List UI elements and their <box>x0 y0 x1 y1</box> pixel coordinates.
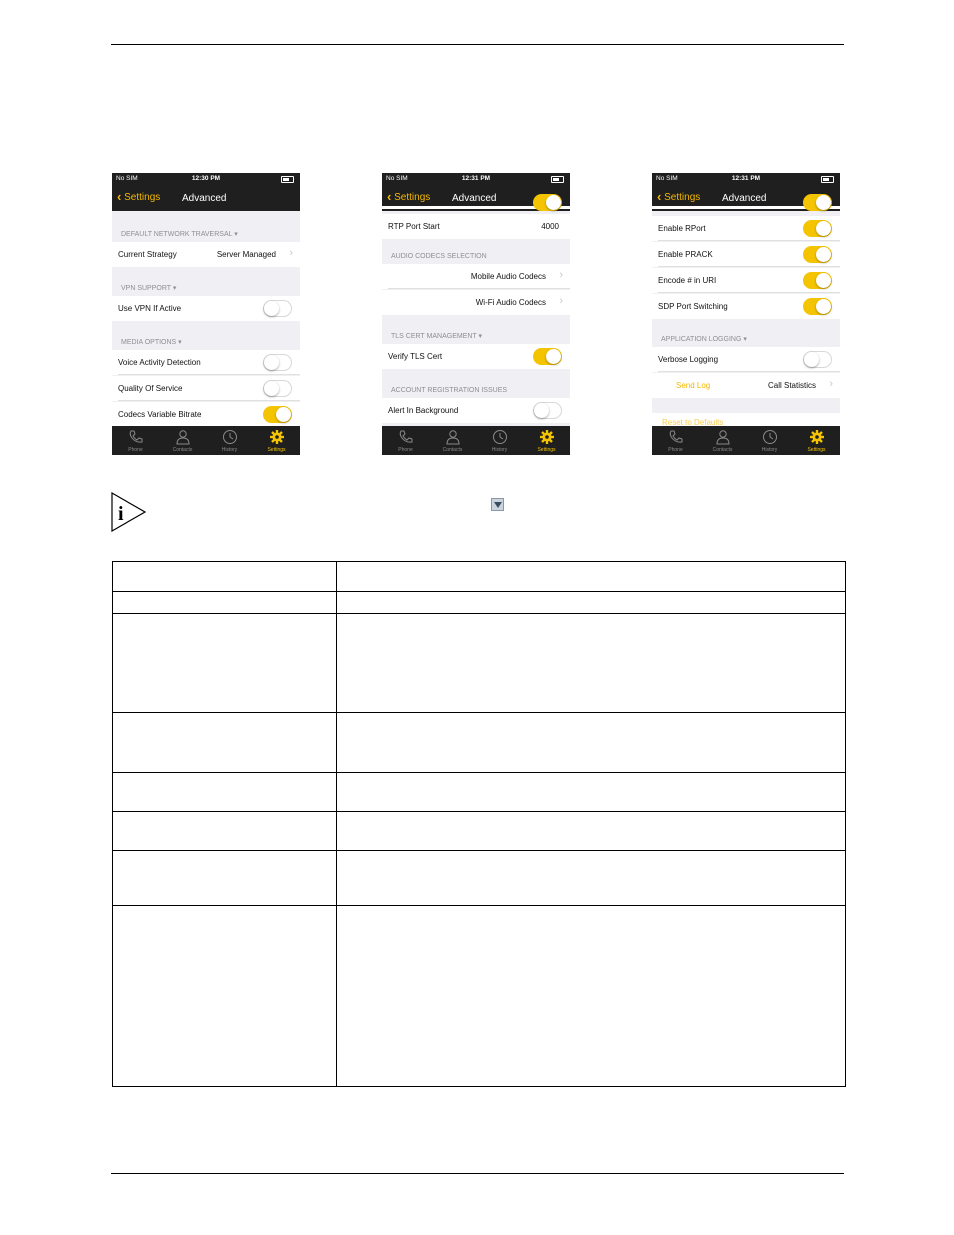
carrier-label: No SIM <box>386 175 408 182</box>
nav-title: Advanced <box>182 193 227 204</box>
table-row <box>113 773 846 812</box>
row-value: Call Statistics <box>767 381 816 390</box>
gear-icon <box>809 429 825 445</box>
list-item-alert-background <box>382 398 570 423</box>
chevron-right-icon: › <box>289 247 293 259</box>
chevron-left-icon: ‹ <box>657 189 662 204</box>
toggle-switch[interactable] <box>533 194 562 211</box>
status-bar <box>382 173 570 185</box>
chevron-right-icon: › <box>559 269 563 281</box>
toggle-switch[interactable] <box>263 380 292 397</box>
list-item-wifi-codecs[interactable] <box>382 290 570 315</box>
battery-icon <box>551 176 564 183</box>
settings-list <box>652 211 840 426</box>
row-label: SDP Port Switching <box>658 302 728 311</box>
clock-icon <box>492 429 508 445</box>
table-row <box>113 713 846 773</box>
tab-contacts[interactable] <box>429 426 476 455</box>
reset-defaults-link[interactable]: Reset to Defaults <box>662 418 724 426</box>
toggle-switch[interactable] <box>803 351 832 368</box>
header-rule <box>111 44 844 45</box>
tab-phone[interactable] <box>652 426 699 455</box>
tab-label: Contacts <box>442 447 463 453</box>
tab-label: Settings <box>267 447 286 453</box>
phone-icon <box>668 429 684 445</box>
carrier-label: No SIM <box>116 175 138 182</box>
row-label: Quality Of Service <box>118 384 183 393</box>
triangle-down-icon <box>491 498 504 511</box>
clock: 12:30 PM <box>191 175 221 182</box>
section-header: APPLICATION LOGGING ▾ <box>661 336 747 343</box>
person-icon <box>715 429 731 445</box>
row-label: Enable RPort <box>658 224 706 233</box>
table-row <box>113 906 846 1087</box>
settings-table <box>112 561 846 1087</box>
tab-history[interactable] <box>476 426 523 455</box>
phone-icon <box>128 429 144 445</box>
settings-list <box>382 211 570 426</box>
row-label: Voice Activity Detection <box>118 358 201 367</box>
list-item-sdp-switching <box>652 294 840 319</box>
list-item-quality-of-service <box>112 376 300 401</box>
list-item-rtp-port <box>382 214 570 239</box>
back-button[interactable] <box>387 191 430 203</box>
scrolled-row-edge <box>382 206 570 209</box>
list-item-use-vpn <box>112 296 300 321</box>
chevron-right-icon: › <box>559 295 563 307</box>
table-row <box>113 851 846 906</box>
phone-screenshot-1 <box>112 173 300 455</box>
phone-icon <box>398 429 414 445</box>
send-log-link[interactable]: Send Log <box>676 381 711 390</box>
phone-screenshot-2 <box>382 173 570 455</box>
tab-contacts[interactable] <box>159 426 206 455</box>
scrolled-row-edge <box>652 206 840 209</box>
row-value: 4000 <box>541 222 559 231</box>
tab-history[interactable] <box>746 426 793 455</box>
chevron-left-icon: ‹ <box>117 189 122 204</box>
battery-icon <box>821 176 834 183</box>
section-header: ACCOUNT REGISTRATION ISSUES <box>391 387 508 394</box>
list-item-current-strategy[interactable] <box>112 242 300 267</box>
back-button[interactable] <box>657 191 700 203</box>
back-label: Settings <box>394 192 431 203</box>
footer-rule <box>111 1173 844 1174</box>
section-header: DEFAULT NETWORK TRAVERSAL ▾ <box>121 231 238 238</box>
clock-icon <box>762 429 778 445</box>
row-label: Encode # in URI <box>658 276 717 285</box>
gear-icon <box>539 429 555 445</box>
tab-label: Contacts <box>712 447 733 453</box>
tab-label: History <box>491 447 508 453</box>
list-item-enable-rport <box>652 216 840 241</box>
tab-settings[interactable] <box>523 426 570 455</box>
chevron-left-icon: ‹ <box>387 189 392 204</box>
list-item-verify-tls <box>382 344 570 369</box>
toggle-switch[interactable] <box>533 402 562 419</box>
table-row <box>113 592 846 614</box>
battery-icon <box>281 176 294 183</box>
clock: 12:31 PM <box>731 175 761 182</box>
info-icon <box>111 492 147 532</box>
phone-screenshot-3 <box>652 173 840 455</box>
tab-label: Phone <box>668 447 683 453</box>
tab-label: Settings <box>807 447 826 453</box>
tab-bar <box>652 426 840 455</box>
status-bar <box>112 173 300 185</box>
tab-history[interactable] <box>206 426 253 455</box>
section-header: AUDIO CODECS SELECTION <box>391 253 487 260</box>
toggle-switch[interactable] <box>533 348 562 365</box>
back-label: Settings <box>664 192 701 203</box>
tab-label: History <box>221 447 238 453</box>
toggle-switch[interactable] <box>803 272 832 289</box>
clock: 12:31 PM <box>461 175 491 182</box>
list-item-mobile-codecs[interactable] <box>382 264 570 289</box>
tab-contacts[interactable] <box>699 426 746 455</box>
row-value: Server Managed <box>216 250 276 259</box>
list-item-enable-prack <box>652 242 840 267</box>
person-icon <box>445 429 461 445</box>
section-header: VPN SUPPORT ▾ <box>121 285 177 292</box>
table-row <box>113 614 846 713</box>
toggle-switch[interactable] <box>803 220 832 237</box>
row-label: Enable PRACK <box>658 250 713 259</box>
nav-bar <box>112 185 300 211</box>
toggle-switch[interactable] <box>263 406 292 423</box>
section-header: TLS CERT MANAGEMENT ▾ <box>391 333 483 340</box>
tab-bar <box>112 426 300 455</box>
tab-label: History <box>761 447 778 453</box>
back-label: Settings <box>124 192 161 203</box>
row-label: RTP Port Start <box>388 222 440 231</box>
toggle-switch[interactable] <box>803 194 832 211</box>
row-label: Current Strategy <box>118 250 177 259</box>
carrier-label: No SIM <box>656 175 678 182</box>
toggle-switch[interactable] <box>803 298 832 315</box>
row-label: Codecs Variable Bitrate <box>118 410 202 419</box>
tab-label: Settings <box>537 447 556 453</box>
tab-label: Contacts <box>172 447 193 453</box>
person-icon <box>175 429 191 445</box>
tab-phone[interactable] <box>112 426 159 455</box>
row-label: Use VPN If Active <box>118 304 182 313</box>
list-item-send-log[interactable] <box>652 373 840 398</box>
tab-settings[interactable] <box>253 426 300 455</box>
toggle-switch[interactable] <box>803 246 832 263</box>
list-item-codecs-vbr <box>112 402 300 427</box>
nav-title: Advanced <box>722 193 767 204</box>
table-row <box>113 562 846 592</box>
tab-settings[interactable] <box>793 426 840 455</box>
row-label: Mobile Audio Codecs <box>470 272 546 281</box>
row-label: Wi-Fi Audio Codecs <box>475 298 546 307</box>
table-row <box>113 812 846 851</box>
svg-text:i: i <box>118 503 124 525</box>
tab-label: Phone <box>398 447 413 453</box>
section-header: MEDIA OPTIONS ▾ <box>121 339 182 346</box>
tab-bar <box>382 426 570 455</box>
status-bar <box>652 173 840 185</box>
tab-phone[interactable] <box>382 426 429 455</box>
gear-icon <box>269 429 285 445</box>
list-item-encode-uri <box>652 268 840 293</box>
list-item-verbose-logging <box>652 347 840 372</box>
row-label: Alert In Background <box>388 406 459 415</box>
clock-icon <box>222 429 238 445</box>
list-item-voice-activity <box>112 350 300 375</box>
settings-list <box>112 211 300 426</box>
toggle-switch[interactable] <box>263 300 292 317</box>
row-label: Verbose Logging <box>658 355 719 364</box>
toggle-switch[interactable] <box>263 354 292 371</box>
row-label: Verify TLS Cert <box>388 352 443 361</box>
chevron-right-icon: › <box>829 378 833 390</box>
list-item-reset[interactable] <box>652 413 840 426</box>
tab-label: Phone <box>128 447 143 453</box>
back-button[interactable] <box>117 191 160 203</box>
nav-title: Advanced <box>452 193 497 204</box>
